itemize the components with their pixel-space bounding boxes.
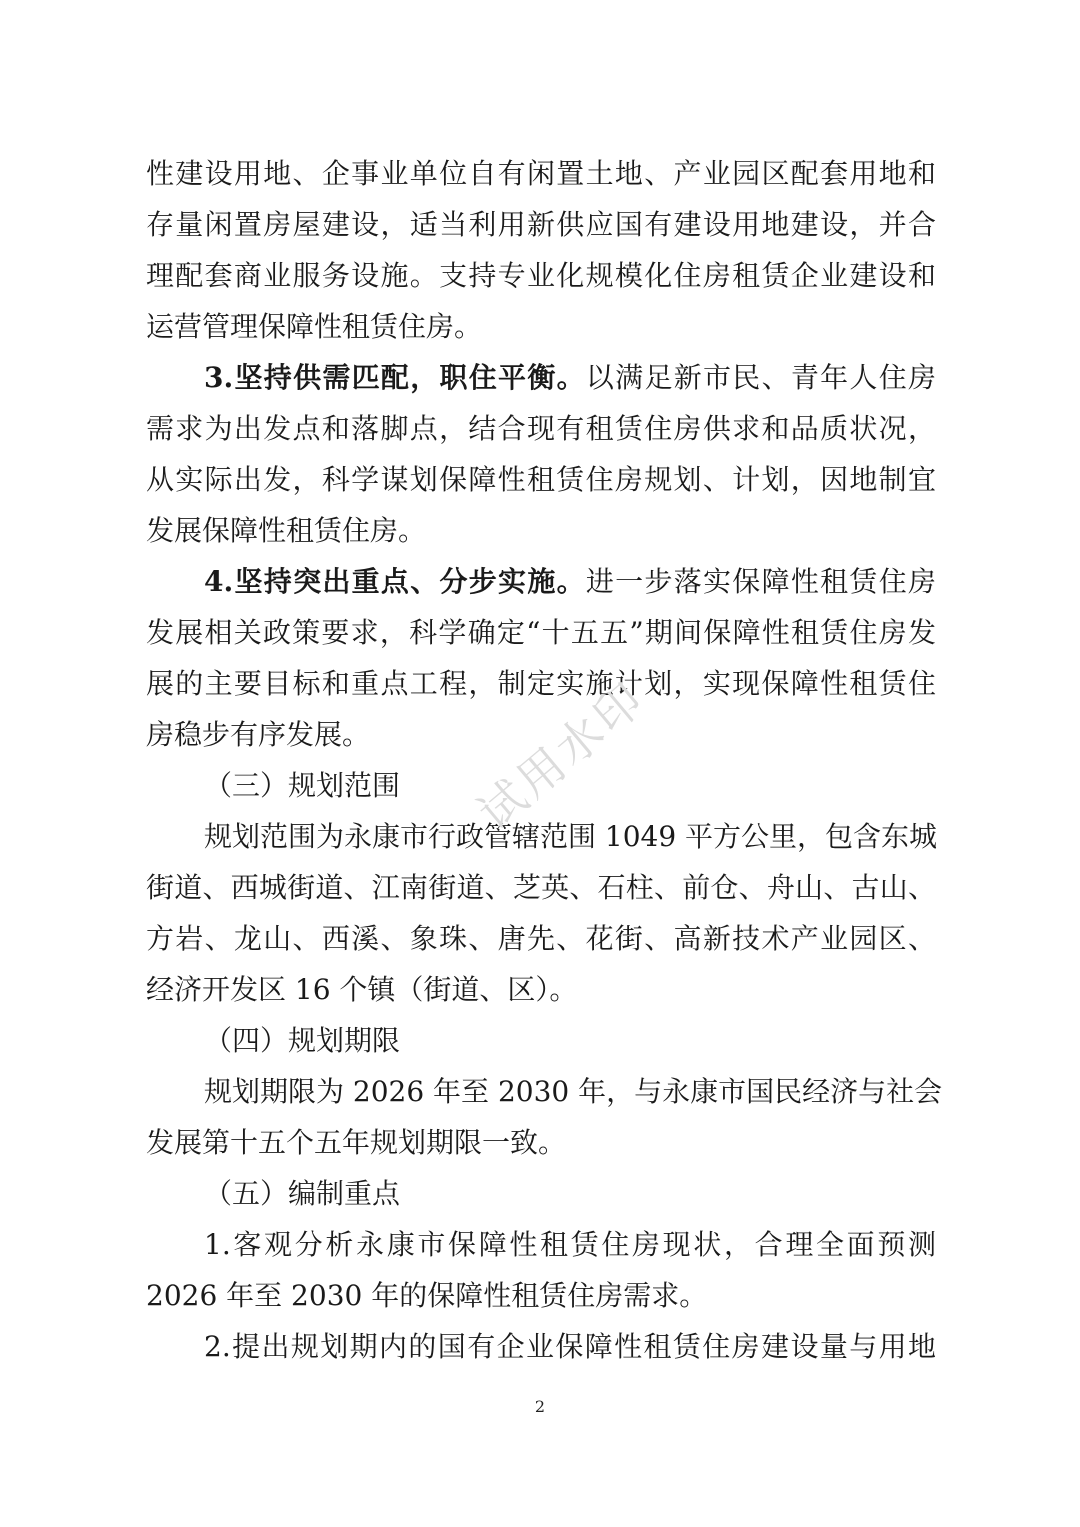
paragraph-line: 发展相关政策要求，科学确定“十五五”期间保障性租赁住房发 (146, 616, 936, 649)
paragraph-first-line: 2.提出规划期内的国有企业保障性租赁住房建设量与用地 (204, 1330, 936, 1363)
paragraph-line: 从实际出发，科学谋划保障性租赁住房规划、计划，因地制宜 (146, 463, 936, 496)
paragraph-line: 方岩、龙山、西溪、象珠、唐先、花街、高新技术产业园区、 (146, 922, 936, 955)
item-heading: 4.坚持突出重点、分步实施。 (204, 565, 586, 598)
paragraph-line: 2026 年至 2030 年的保障性租赁住房需求。 (146, 1279, 708, 1312)
paragraph-line: 性建设用地、企事业单位自有闲置土地、产业园区配套用地和 (146, 157, 936, 190)
paragraph-first-line: 1.客观分析永康市保障性租赁住房现状，合理全面预测 (204, 1228, 936, 1261)
paragraph-line: 展的主要目标和重点工程，制定实施计划，实现保障性租赁住 (146, 667, 936, 700)
section-heading-period: （四）规划期限 (204, 1024, 401, 1057)
paragraph-line: 经济开发区 16 个镇（街道、区）。 (146, 973, 578, 1006)
paragraph-line: 需求为出发点和落脚点，结合现有租赁住房供求和品质状况， (146, 412, 936, 445)
section-heading-scope: （三）规划范围 (204, 769, 401, 802)
item-text: 进一步落实保障性租赁住房 (585, 565, 936, 598)
paragraph-line: 发展第十五个五年规划期限一致。 (146, 1126, 567, 1159)
paragraph-first-line: 规划范围为永康市行政管辖范围 1049 平方公里，包含东城 (204, 820, 938, 853)
watermark: 试用水印 (467, 670, 656, 841)
paragraph-first-line (146, 352, 936, 403)
paragraph-line: 发展保障性租赁住房。 (146, 514, 427, 547)
item-text: 以满足新市民、青年人住房 (585, 361, 936, 394)
paragraph-first-line: 规划期限为 2026 年至 2030 年，与永康市国民经济与社会 (204, 1075, 943, 1108)
page-number: 2 (534, 1397, 546, 1416)
paragraph-line: 街道、西城街道、江南街道、芝英、石柱、前仓、舟山、古山、 (146, 871, 936, 904)
section-heading-focus: （五）编制重点 (204, 1177, 401, 1210)
paragraph-line: 运营管理保障性租赁住房。 (146, 310, 483, 343)
item-heading: 3.坚持供需匹配，职住平衡。 (204, 361, 586, 394)
paragraph-line: 房稳步有序发展。 (146, 718, 371, 751)
paragraph-line: 存量闲置房屋建设，适当利用新供应国有建设用地建设，并合 (146, 208, 936, 241)
paragraph-first-line (146, 556, 936, 607)
paragraph-line: 理配套商业服务设施。支持专业化规模化住房租赁企业建设和 (146, 259, 936, 292)
